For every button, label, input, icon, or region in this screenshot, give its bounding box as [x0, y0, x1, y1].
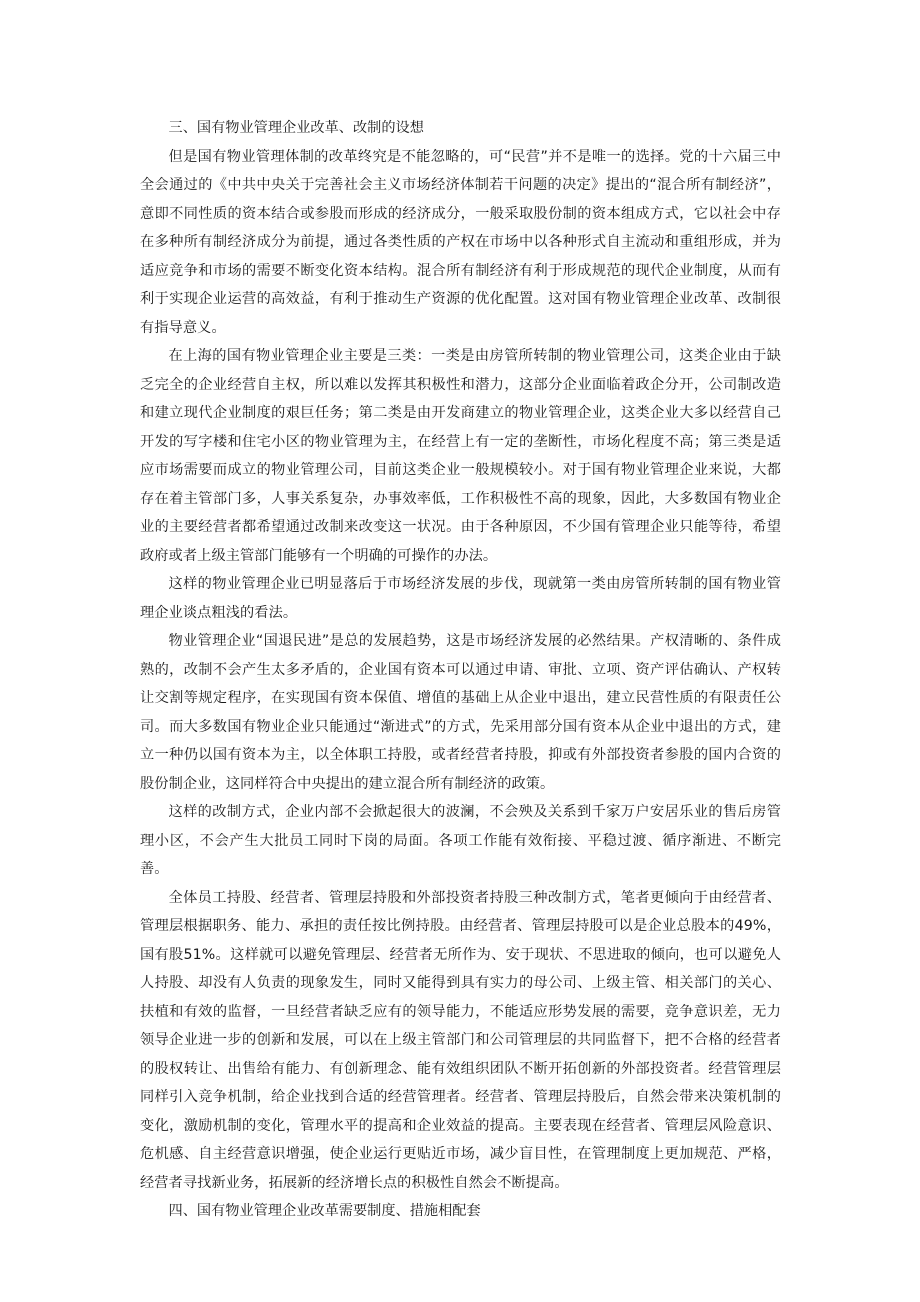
section-heading-3: 三、国有物业管理企业改革、改制的设想 — [168, 120, 424, 136]
paragraph-mixed-ownership: 但是国有物业管理体制的改革终究是不能忽略的，可“民营”并不是唯一的选择。党的十六届三中全会通过的《中共中央关于完善社会主义市场经济体制若干问题的决定》提出的“混合所有制经济”，意即不同性质的资本结合或参股而形成的经济成分，一般采取股份制的资本组成方式，它以社会中存在多种所有制经济成分为前提，通过各类性质的产权在市场中以各种形式自主流动和重组形成，并为适应竞争和市场的需要不断变化资本结构。混合所有制经济有利于形成规范的现代企业制度，从而有利于实现企业运营的高效益，有利于推动生产资源的优化配置。这对国有物业管理企业改革、改制很有指导意义。 — [140, 148, 781, 336]
paragraph-lagging-behind: 这样的物业管理企业已明显落后于市场经济发展的步伐，现就第一类由房管所转制的国有物业管理企业谈点粗浅的看法。 — [140, 576, 781, 621]
paragraph-shareholding: 全体员工持股、经营者、管理层持股和外部投资者持股三种改制方式，笔者更倾向于由经营者、管理层根据职务、能力、承担的责任按比例持股。由经营者、管理层持股可以是企业总股本的49%，国有股51%。这样就可以避免管理层、经营者无所作为、安于现状、不思进取的倾向，也可以避免人人持股、却没有人负责的现象发生，同时又能得到具有实力的母公司、上级主管、相关部门的关心、扶植和有效的监督，一旦经营者缺乏应有的领导能力，不能适应形势发展的需要，竞争意识差，无力领导企业进一步的创新和发展，可以在上级主管部门和公司管理层的共同监督下，把不合格的经营者的股权转让、出售给有能力、有创新理念、能有效组织团队不断开拓创新的外部投资者。经营管理层同样引入竞争机制，给企业找到合适的经营管理者。经营者、管理层持股后，自然会带来决策机制的变化，激励机制的变化，管理水平的提高和企业效益的提高。主要表现在经营者、管理层风险意识、危机感、自主经营意识增强，使企业运行更贴近市场，减少盲目性，在管理制度上更加规范、严格，经营者寻找新业务，拓展新的经济增长点的积极性自然会不断提高。 — [140, 889, 781, 1191]
document-body — [140, 114, 781, 1226]
paragraph-shanghai-enterprises: 在上海的国有物业管理企业主要是三类：一类是由房管所转制的物业管理公司，这类企业由于缺乏完全的企业经营自主权，所以难以发挥其积极性和潜力，这部分企业面临着政企分开，公司制改造和建立现代企业制度的艰巨任务；第二类是由开发商建立的物业管理企业，这类企业大多以经营自己开发的写字楼和住宅小区的物业管理为主，在经营上有一定的垄断性，市场化程度不高；第三类是适应市场需要而成立的物业管理公司，目前这类企业一般规模较小。对于国有物业管理企业来说，大都存在着主管部门多，人事关系复杂，办事效率低，工作积极性不高的现象，因此，大多数国有物业企业的主要经营者都希望通过改制来改变这一状况。由于各种原因，不少国有管理企业只能等待，希望政府或者上级主管部门能够有一个明确的可操作的办法。 — [140, 348, 781, 564]
paragraph-state-retreat: 物业管理企业“国退民进”是总的发展趋势，这是市场经济发展的必然结果。产权清晰的、条件成熟的，改制不会产生太多矛盾的，企业国有资本可以通过申请、审批、立项、资产评估确认、产权转让交割等规定程序，在实现国有资本保值、增值的基础上从企业中退出，建立民营性质的有限责任公司。而大多数国有物业企业只能通过“渐进式”的方式，先采用部分国有资本从企业中退出的方式，建立一种仍以国有资本为主，以全体职工持股，或者经营者持股，抑或有外部投资者参股的国内合资的股份制企业，这同样符合中央提出的建立混合所有制经济的政策。 — [140, 633, 781, 792]
section-heading-4: 四、国有物业管理企业改革需要制度、措施相配套 — [168, 1203, 481, 1219]
paragraph-reform-method: 这样的改制方式，企业内部不会掀起很大的波澜，不会殃及关系到千家万户安居乐业的售后房管理小区，不会产生大批员工同时下岗的局面。各项工作能有效衔接、平稳过渡、循序渐进、不断完善。 — [140, 804, 781, 877]
